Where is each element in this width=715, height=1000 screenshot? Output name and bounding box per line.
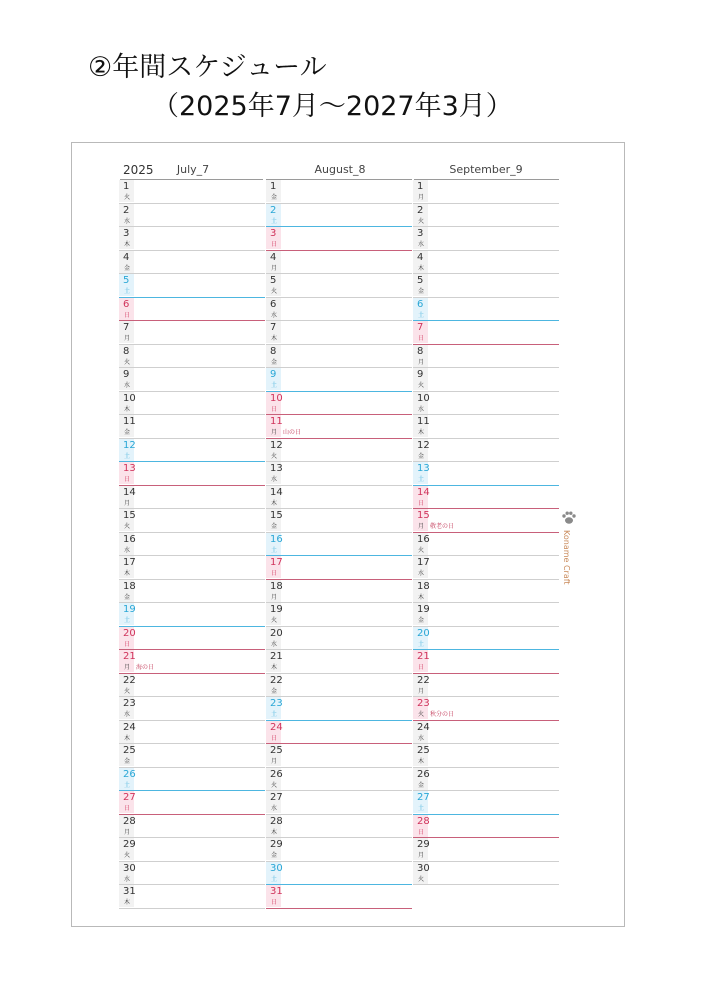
day-number: 10 [417,392,430,404]
day-row [413,462,559,486]
day-number: 12 [417,439,430,451]
day-number: 20 [123,627,136,639]
day-number: 23 [270,698,283,709]
day-number: 16 [417,533,430,545]
month-column-september [413,180,559,885]
day-number: 6 [417,298,424,310]
weekday-label: 火 [271,617,278,624]
day-row [413,744,559,768]
day-number: 25 [417,745,430,756]
month-column-august [266,180,412,909]
weekday-label: 月 [418,194,425,201]
day-number: 15 [417,510,430,521]
day-number: 22 [123,674,136,686]
day-row [119,603,265,627]
day-number: 2 [417,204,424,216]
day-number: 4 [417,251,424,263]
day-row [266,274,412,298]
day-number: 11 [270,416,283,427]
weekday-label: 火 [124,852,131,859]
day-number: 20 [417,627,430,639]
day-number: 16 [123,533,136,545]
weekday-label: 木 [271,335,278,342]
day-row [266,627,412,651]
day-row [413,650,559,674]
day-row [119,439,265,463]
weekday-label: 金 [418,617,425,624]
day-row [119,862,265,886]
weekday-label: 日 [124,640,131,648]
day-number: 10 [270,392,283,404]
weekday-label: 火 [418,382,425,389]
weekday-label: 金 [418,452,425,460]
day-number: 23 [123,698,136,709]
day-number: 4 [270,251,277,263]
day-number: 7 [417,322,424,333]
day-number: 18 [417,580,430,592]
day-row [119,674,265,698]
weekday-label: 火 [271,288,278,295]
weekday-label: 木 [124,241,131,248]
day-row [266,556,412,580]
day-number: 3 [270,228,277,239]
weekday-label: 木 [124,570,131,577]
day-number: 12 [123,439,136,451]
day-number: 10 [123,392,136,404]
weekday-label: 火 [124,687,131,695]
page-title: ②年間スケジュール [88,52,327,83]
day-number: 24 [270,721,283,733]
day-row [413,603,559,627]
day-number: 17 [123,557,136,568]
weekday-label: 木 [271,499,278,507]
weekday-label: 月 [418,687,425,695]
day-number: 30 [417,862,430,874]
holiday-label: 敬老の日 [430,523,455,530]
weekday-label: 土 [271,382,278,389]
weekday-label: 月 [271,264,278,272]
day-row [119,462,265,486]
day-row [413,791,559,815]
weekday-label: 水 [271,805,278,812]
day-row [119,744,265,768]
day-row [119,509,265,533]
day-number: 15 [270,510,283,521]
weekday-label: 日 [418,499,425,507]
day-number: 26 [123,768,136,780]
day-row [119,345,265,369]
day-row [413,533,559,557]
day-number: 26 [270,768,283,780]
weekday-label: 水 [124,217,131,225]
day-number: 9 [417,369,424,380]
month-header-september: September_9 [449,163,523,176]
weekday-label: 火 [124,358,131,366]
day-number: 21 [417,651,430,662]
weekday-label: 水 [271,311,278,319]
weekday-label: 月 [124,499,131,507]
day-row [119,274,265,298]
day-row [413,627,559,651]
day-row [413,251,559,275]
month-header-july: July_7 [176,163,210,176]
day-row [119,838,265,862]
day-number: 6 [270,298,277,310]
day-row [413,509,559,533]
day-number: 17 [270,557,283,568]
day-row [266,462,412,486]
weekday-label: 日 [271,899,278,906]
weekday-label: 金 [271,194,278,201]
day-number: 8 [417,345,424,357]
day-number: 13 [123,463,136,474]
weekday-label: 水 [418,405,425,413]
day-row [266,697,412,721]
day-number: 12 [270,439,283,451]
weekday-label: 金 [271,687,278,695]
weekday-label: 金 [124,429,131,436]
weekday-label: 日 [271,405,278,413]
year-label: 2025 [123,163,154,177]
day-row [266,486,412,510]
day-row [413,180,559,204]
weekday-label: 土 [124,452,131,460]
day-number: 7 [123,322,130,333]
weekday-label: 土 [124,288,131,295]
weekday-label: 火 [124,194,131,201]
day-number: 14 [270,486,283,498]
month-column-july [119,180,265,909]
day-number: 23 [417,698,430,709]
day-number: 18 [270,580,283,592]
day-row [119,815,265,839]
day-number: 17 [417,557,430,568]
day-row [413,697,559,721]
day-number: 22 [417,674,430,686]
day-row [413,838,559,862]
day-row [266,791,412,815]
day-row [266,204,412,228]
weekday-label: 月 [271,758,278,765]
brand-label: Koname Craft [562,530,571,585]
day-number: 20 [270,627,283,639]
day-number: 24 [123,721,136,733]
weekday-label: 火 [418,711,425,718]
weekday-label: 土 [418,805,425,812]
day-number: 5 [270,275,277,286]
day-row [119,298,265,322]
day-row [413,674,559,698]
weekday-label: 木 [418,264,425,272]
day-row [413,556,559,580]
holiday-label: 海の日 [136,664,155,671]
day-number: 31 [123,886,136,897]
day-number: 30 [123,862,136,874]
day-number: 28 [123,815,136,827]
weekday-label: 日 [124,476,131,483]
day-number: 15 [123,510,136,521]
weekday-label: 火 [418,217,425,225]
weekday-label: 月 [271,429,278,436]
weekday-label: 金 [271,523,278,530]
weekday-label: 金 [124,264,131,272]
weekday-label: 土 [124,617,131,624]
day-row [266,744,412,768]
day-row [266,345,412,369]
day-row [266,439,412,463]
weekday-label: 水 [271,476,278,483]
day-row [413,580,559,604]
day-number: 4 [123,251,130,263]
weekday-label: 日 [271,570,278,577]
weekday-label: 土 [271,217,278,225]
day-number: 14 [123,486,136,498]
weekday-label: 木 [418,758,425,765]
weekday-label: 土 [418,476,425,483]
day-number: 8 [270,345,277,357]
weekday-label: 日 [418,335,425,342]
day-row [266,180,412,204]
weekday-label: 日 [124,311,131,319]
day-row [119,768,265,792]
day-row [413,392,559,416]
day-row [266,885,412,909]
day-row [266,392,412,416]
day-row [266,533,412,557]
weekday-label: 月 [418,358,425,366]
day-number: 18 [123,580,136,592]
weekday-label: 日 [418,664,425,671]
day-number: 26 [417,768,430,780]
day-number: 13 [417,463,430,474]
day-number: 16 [270,533,283,545]
day-row [413,227,559,251]
day-number: 30 [270,862,283,874]
weekday-label: 水 [418,570,425,577]
day-row [266,838,412,862]
day-row [413,321,559,345]
weekday-label: 日 [271,734,278,742]
day-number: 27 [417,792,430,803]
day-number: 24 [417,721,430,733]
day-number: 22 [270,674,283,686]
day-row [413,274,559,298]
weekday-label: 水 [124,546,131,554]
day-row [266,415,412,439]
day-row [413,415,559,439]
weekday-label: 金 [124,593,131,601]
weekday-label: 土 [124,781,131,789]
day-row [119,227,265,251]
weekday-label: 水 [418,734,425,742]
day-row [119,415,265,439]
day-number: 19 [417,604,430,615]
weekday-label: 木 [418,593,425,601]
day-row [266,298,412,322]
paw-icon [561,510,577,526]
day-row [119,697,265,721]
day-row [119,580,265,604]
weekday-label: 火 [124,523,131,530]
weekday-label: 水 [124,711,131,718]
day-row [266,227,412,251]
day-row [413,815,559,839]
day-row [266,509,412,533]
weekday-label: 月 [124,828,131,836]
day-number: 3 [123,228,130,239]
day-row [119,180,265,204]
day-number: 28 [270,815,283,827]
day-row [119,486,265,510]
day-number: 19 [270,604,283,615]
weekday-label: 土 [418,640,425,648]
day-number: 27 [270,792,283,803]
weekday-label: 金 [124,758,131,765]
day-row [413,768,559,792]
day-number: 1 [417,181,424,192]
day-row [413,439,559,463]
weekday-label: 金 [271,852,278,859]
weekday-label: 月 [418,852,425,859]
day-row [119,650,265,674]
day-number: 29 [270,839,283,850]
weekday-label: 金 [271,358,278,366]
weekday-label: 土 [271,546,278,554]
day-number: 1 [123,181,130,192]
day-row [266,580,412,604]
weekday-label: 日 [271,241,278,248]
day-row [119,392,265,416]
weekday-label: 日 [418,828,425,836]
day-number: 11 [123,416,136,427]
day-row [266,650,412,674]
weekday-label: 金 [418,288,425,295]
holiday-label: 秋分の日 [430,711,455,718]
day-row [266,251,412,275]
weekday-label: 木 [124,734,131,742]
day-number: 29 [417,839,430,850]
day-number: 14 [417,486,430,498]
day-row [266,368,412,392]
day-number: 13 [270,463,283,474]
day-number: 29 [123,839,136,850]
weekday-label: 木 [124,405,131,413]
day-row [119,321,265,345]
day-row [119,533,265,557]
weekday-label: 木 [124,899,131,906]
weekday-label: 木 [271,828,278,836]
weekday-label: 土 [418,311,425,319]
day-number: 19 [123,604,136,615]
day-row [413,862,559,886]
weekday-label: 月 [124,664,131,671]
day-row [413,721,559,745]
day-number: 25 [270,745,283,756]
day-row [119,368,265,392]
month-header-august: August_8 [314,163,366,176]
day-row [266,815,412,839]
day-row [119,791,265,815]
day-number: 7 [270,322,277,333]
day-number: 8 [123,345,130,357]
day-row [266,321,412,345]
weekday-label: 水 [124,875,131,883]
day-number: 2 [270,204,277,216]
day-row [266,674,412,698]
day-number: 1 [270,181,277,192]
day-row [413,204,559,228]
weekday-label: 月 [418,523,425,530]
day-row [119,204,265,228]
day-number: 9 [123,369,130,380]
day-number: 27 [123,792,136,803]
page-subtitle: （2025年7月～2027年3月） [152,91,513,122]
day-row [266,721,412,745]
day-number: 21 [270,651,283,662]
day-number: 5 [417,275,424,286]
day-row [119,721,265,745]
weekday-label: 木 [418,429,425,436]
weekday-label: 土 [271,711,278,718]
day-number: 21 [123,651,136,662]
holiday-label: 山の日 [283,429,302,436]
weekday-label: 水 [418,241,425,248]
day-number: 31 [270,886,283,897]
weekday-label: 月 [271,593,278,601]
day-row [266,603,412,627]
day-row [413,298,559,322]
weekday-label: 水 [271,640,278,648]
day-row [119,885,265,909]
day-row [266,862,412,886]
day-number: 25 [123,745,136,756]
weekday-label: 木 [271,664,278,671]
day-row [119,627,265,651]
day-row [266,768,412,792]
weekday-label: 日 [124,805,131,812]
day-row [119,251,265,275]
weekday-label: 火 [271,452,278,460]
day-number: 11 [417,416,430,427]
weekday-label: 水 [124,382,131,389]
day-number: 5 [123,275,130,286]
day-number: 6 [123,298,130,310]
weekday-label: 土 [271,875,278,883]
day-row [119,556,265,580]
weekday-label: 火 [271,781,278,789]
day-row [413,368,559,392]
day-number: 28 [417,815,430,827]
day-row [413,486,559,510]
weekday-label: 月 [124,335,131,342]
weekday-label: 火 [418,546,425,554]
weekday-label: 火 [418,875,425,883]
day-number: 9 [270,369,277,380]
weekday-label: 金 [418,781,425,789]
day-number: 2 [123,204,130,216]
day-number: 3 [417,228,424,239]
day-row [413,345,559,369]
